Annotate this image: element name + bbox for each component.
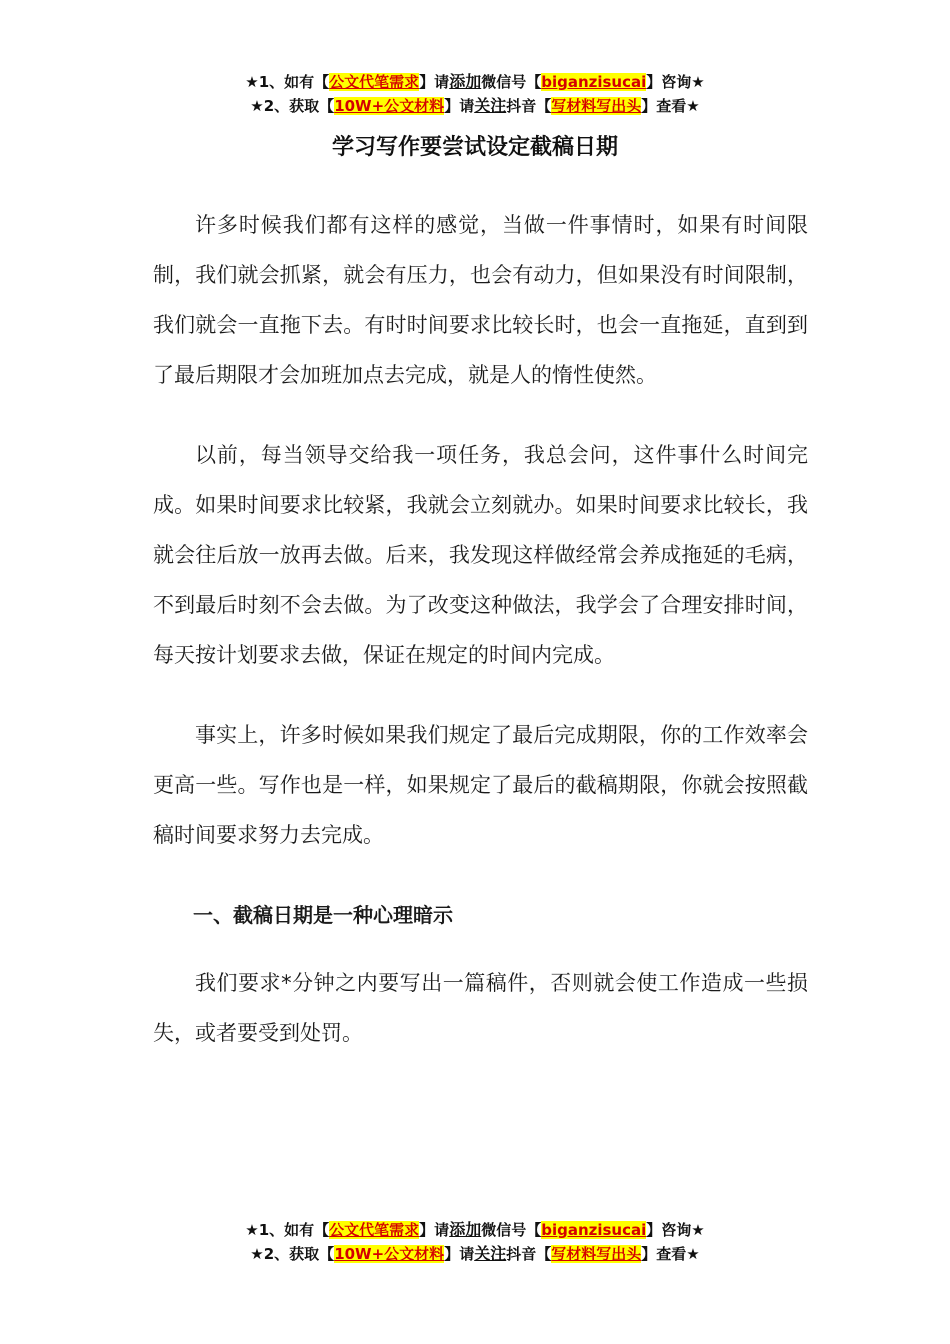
banner-text: 】请 (444, 97, 475, 115)
banner-text: 微信号【 (481, 73, 542, 91)
banner-wechat-id: biganzisucai (541, 73, 647, 91)
banner-text: 】请 (444, 1245, 475, 1263)
paragraph: 我们要求*分钟之内要写出一篇稿件，否则就会使工作造成一些损失，或者要受到处罚。 (153, 971, 808, 1045)
banner-text: ★2、获取【 (250, 1245, 335, 1263)
banner-underline: 关注 (474, 96, 507, 115)
banner-line-1 (0, 1218, 950, 1242)
banner-text: 】咨询★ (646, 1221, 705, 1239)
banner-text: 】请 (419, 1221, 450, 1239)
banner-underline: 添加 (449, 72, 482, 91)
banner-text: 】查看★ (641, 1245, 700, 1263)
banner-line-2 (0, 94, 950, 118)
header-banner (0, 70, 950, 118)
banner-line-1 (0, 70, 950, 94)
banner-text: ★1、如有【 (245, 1221, 330, 1239)
footer-banner (0, 1218, 950, 1266)
banner-highlight: 10W+公文材料 (334, 1245, 445, 1263)
paragraph: 以前，每当领导交给我一项任务，我总会问，这件事什么时间完成。如果时间要求比较紧，我就会立刻就办。如果时间要求比较长，我就会往后放一放再去做。后来，我发现这样做经常会养成拖延的毛病，不到最后时刻不会去做。为了改变这种做法，我学会了合理安排时间，每天按计划要求去做，保证在规定的时间内完成。 (153, 443, 808, 667)
section-heading: 一、截稿日期是一种心理暗示 (193, 903, 453, 927)
banner-text: 微信号【 (481, 1221, 542, 1239)
banner-highlight: 10W+公文材料 (334, 97, 445, 115)
banner-highlight: 公文代笔需求 (329, 1221, 420, 1239)
banner-wechat-id: biganzisucai (541, 1221, 647, 1239)
document-body (153, 200, 808, 1088)
banner-underline: 关注 (474, 1244, 507, 1263)
banner-underline: 添加 (449, 1220, 482, 1239)
paragraph: 事实上，许多时候如果我们规定了最后完成期限，你的工作效率会更高一些。写作也是一样，如果规定了最后的截稿期限，你就会按照截稿时间要求努力去完成。 (153, 723, 808, 847)
banner-douyin-id: 写材料写出头 (551, 97, 642, 115)
banner-text: 】查看★ (641, 97, 700, 115)
banner-line-2 (0, 1242, 950, 1266)
banner-text: ★2、获取【 (250, 97, 335, 115)
document-title: 学习写作要尝试设定截稿日期 (331, 135, 618, 160)
banner-text: 】请 (419, 73, 450, 91)
banner-highlight: 公文代笔需求 (329, 73, 420, 91)
banner-douyin-id: 写材料写出头 (551, 1245, 642, 1263)
banner-text: ★1、如有【 (245, 73, 330, 91)
paragraph: 许多时候我们都有这样的感觉，当做一件事情时，如果有时间限制，我们就会抓紧，就会有压力，也会有动力，但如果没有时间限制，我们就会一直拖下去。有时时间要求比较长时，也会一直拖延，直到到了最后期限才会加班加点去完成，就是人的惰性使然。 (153, 213, 808, 387)
banner-text: 抖音【 (506, 1245, 552, 1263)
banner-text: 】咨询★ (646, 73, 705, 91)
banner-text: 抖音【 (506, 97, 552, 115)
